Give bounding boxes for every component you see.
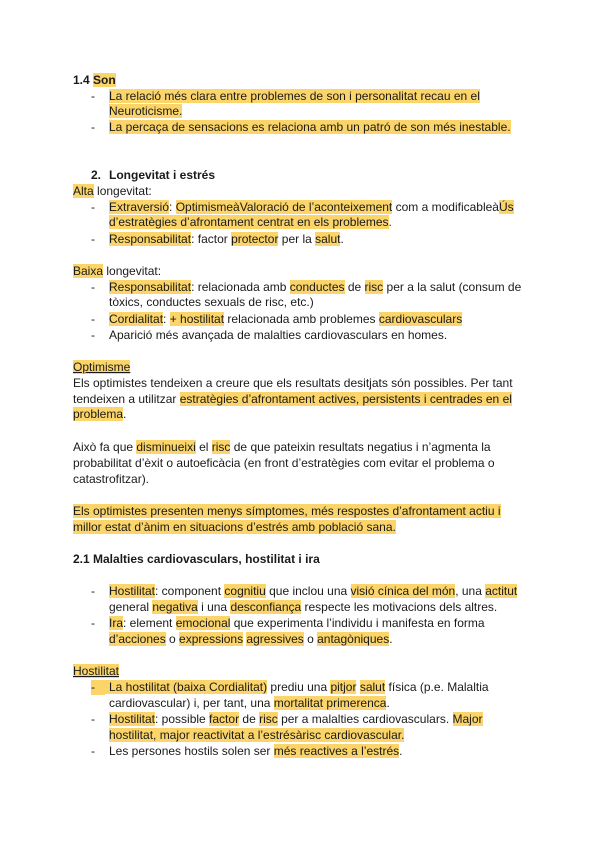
- list-item: Aparició més avançada de malalties cardiovasculars en homes.: [109, 328, 448, 342]
- list-item-cont: [109, 696, 390, 711]
- highlight-text: Optimisme: [73, 360, 131, 374]
- highlight-text: salut: [359, 680, 386, 694]
- highlight-text: actitut: [485, 584, 518, 598]
- list-item: [109, 584, 517, 599]
- list-item: [105, 680, 489, 695]
- list-item: [109, 89, 480, 104]
- highlight-text: millor estat d’ànim en situacions d’estrés amb població sana.: [73, 520, 396, 534]
- text: , una: [455, 584, 486, 598]
- list-item: [109, 200, 514, 215]
- highlight-text: risc: [259, 712, 278, 726]
- highlight-text: d’estratègies d’afrontament centrat en els problemes: [109, 215, 389, 229]
- list-item-cont: [109, 104, 182, 119]
- highlight-text: risc: [364, 280, 384, 294]
- highlight-text: Major: [452, 712, 483, 726]
- highlight-text: Alta: [73, 184, 94, 198]
- highlight-text: Hostilitat: [109, 584, 156, 598]
- text: .: [123, 407, 127, 421]
- highlight-text: desconfiança: [230, 600, 302, 614]
- section-heading-2: Longevitat i estrés: [109, 168, 216, 182]
- highlight-text: conductes: [289, 280, 345, 294]
- highlight-text: d’acciones: [109, 632, 166, 646]
- list-item-cont: [109, 728, 404, 743]
- text: respecte les motivacions dels altres.: [301, 600, 498, 614]
- bullet: -: [91, 584, 95, 598]
- text: : element: [123, 616, 176, 630]
- text: : component: [155, 584, 225, 598]
- highlight-text: Baixa: [73, 264, 104, 278]
- text: prediu una: [267, 680, 331, 694]
- highlight-text: visió cínica del món: [350, 584, 456, 598]
- highlight-text: OptimismeàValoració de l’aconteixement: [175, 200, 393, 214]
- text: física (p.e. Malaltia: [385, 680, 489, 694]
- highlight-text: Neuroticisme.: [109, 104, 183, 118]
- bullet: -: [91, 89, 95, 103]
- bullet: -: [91, 680, 105, 695]
- text: : possible: [155, 712, 210, 726]
- highlight-text: salut: [315, 232, 341, 246]
- text: Això fa que: [73, 440, 137, 454]
- list-item: [109, 120, 511, 135]
- list-item-cont: [109, 600, 497, 615]
- text: tendeixen a utilitzar: [73, 392, 180, 406]
- text: longevitat:: [97, 184, 152, 198]
- text: per la: [278, 232, 316, 246]
- paragraph-line: probabilitat d’èxit o autoeficàcia (en front d’estratègies com evitar el problema o: [73, 456, 495, 470]
- subheading-optimisme: [73, 360, 130, 375]
- section-heading-1-4: [73, 73, 116, 88]
- highlight-text: La hostilitat (baixa Cordialitat): [105, 680, 267, 694]
- paragraph-line: [73, 504, 501, 519]
- highlight-text: La relació més clara entre problemes de son i personalitat recau en el: [109, 89, 480, 103]
- highlight-text: La percaça de sensacions es relaciona amb un patró de son més inestable.: [109, 120, 511, 134]
- highlight-text: estratègies d’afrontament actives, persistents i centrades en el: [179, 392, 512, 406]
- list-item: [109, 232, 344, 247]
- text: o: [303, 632, 318, 646]
- bullet: -: [91, 328, 95, 342]
- highlight-text: protector: [231, 232, 279, 246]
- highlight-text: factor: [209, 712, 240, 726]
- highlight-text: pitjor: [330, 680, 357, 694]
- highlight-text: + hostilitat: [169, 312, 225, 326]
- bullet: -: [91, 280, 95, 294]
- bullet: -: [91, 232, 95, 246]
- text: que experimenta l’individu i manifesta en forma: [230, 616, 485, 630]
- list-item-cont: tòxics, conductes sexuals de risc, etc.): [109, 295, 314, 309]
- text: .: [388, 215, 392, 229]
- text: i una: [197, 600, 231, 614]
- list-item: [109, 744, 402, 759]
- highlight-text: Hostilitat: [109, 712, 156, 726]
- subheading-hostilitat: [73, 664, 119, 679]
- list-item: [109, 280, 521, 295]
- heading-title: Son: [93, 73, 116, 87]
- highlight-text: Responsabilitat: [109, 232, 192, 246]
- bullet: -: [91, 312, 95, 326]
- highlight-text: més reactives a l’estrés: [273, 744, 400, 758]
- subheading-alta: [73, 184, 152, 199]
- highlight-text: negativa: [152, 600, 198, 614]
- text: : relacionada amb: [191, 280, 290, 294]
- highlight-text: antagòniques: [317, 632, 390, 646]
- paragraph-line: [73, 440, 491, 455]
- highlight-text: disminueixi: [136, 440, 196, 454]
- text: longevitat:: [103, 264, 162, 278]
- highlight-text: cognitiu: [224, 584, 266, 598]
- bullet: -: [91, 744, 95, 758]
- text: relacionada amb problemes: [224, 312, 379, 326]
- bullet: -: [91, 616, 95, 630]
- highlight-text: Responsabilitat: [109, 280, 192, 294]
- paragraph-line: catastrofitzar).: [73, 472, 150, 486]
- highlight-text: cardiovasculars: [378, 312, 463, 326]
- text: .: [389, 632, 393, 646]
- highlight-text: expressions: [179, 632, 244, 646]
- text: o: [165, 632, 180, 646]
- text: com a modificableà: [392, 200, 499, 214]
- text: que inclou una: [265, 584, 351, 598]
- list-item: [109, 712, 483, 727]
- highlight-text: mortalitat primerenca: [273, 696, 387, 710]
- highlight-text: Ús: [498, 200, 514, 214]
- list-item-cont: [109, 632, 393, 647]
- highlight-text: Extraversió: [109, 200, 170, 214]
- bullet: -: [91, 200, 95, 214]
- text: :: [163, 312, 170, 326]
- text: Les persones hostils solen ser: [109, 744, 274, 758]
- text: .: [399, 744, 403, 758]
- highlight-text: agressives: [246, 632, 304, 646]
- heading-number: 1.4: [73, 73, 90, 87]
- paragraph-line: [73, 392, 512, 407]
- subheading-baixa: [73, 264, 161, 279]
- text: : factor: [191, 232, 232, 246]
- text: cardiovascular) i, per tant, una: [109, 696, 274, 710]
- highlight-text: Cordialitat: [109, 312, 164, 326]
- paragraph-line: [73, 407, 126, 422]
- section-heading-2-1: 2.1 Malalties cardiovasculars, hostilitat i ira: [73, 552, 320, 566]
- list-item: [109, 312, 462, 327]
- text: de: [344, 280, 365, 294]
- highlight-text: Ira: [109, 616, 124, 630]
- highlight-text: Hostilitat: [73, 664, 120, 678]
- text: .: [386, 696, 390, 710]
- text: per a la salut (consum de: [383, 280, 522, 294]
- list-item: [109, 616, 485, 631]
- paragraph-line: Els optimistes tendeixen a creure que els resultats desitjats són possibles. Per tant: [73, 376, 513, 390]
- text: per a malalties cardiovasculars.: [277, 712, 453, 726]
- highlight-text: hostilitat, major reactivitat a l’estrésàrisc cardiovascular.: [109, 728, 405, 742]
- highlight-text: emocional: [175, 616, 231, 630]
- text: .: [340, 232, 344, 246]
- bullet: -: [91, 712, 95, 726]
- highlight-text: Els optimistes presenten menys símptomes, més respostes d’afrontament actiu i: [73, 504, 501, 518]
- text: de que pateixin resultats negatius i n’agmenta la: [230, 440, 491, 454]
- highlight-text: risc: [211, 440, 231, 454]
- text: :: [169, 200, 176, 214]
- text: general: [109, 600, 153, 614]
- text: el: [195, 440, 212, 454]
- paragraph-line: [73, 520, 396, 535]
- text: de: [239, 712, 260, 726]
- heading-number: 2.: [91, 168, 102, 182]
- highlight-text: problema: [73, 407, 124, 421]
- list-item-cont: [109, 215, 392, 230]
- bullet: -: [91, 120, 95, 134]
